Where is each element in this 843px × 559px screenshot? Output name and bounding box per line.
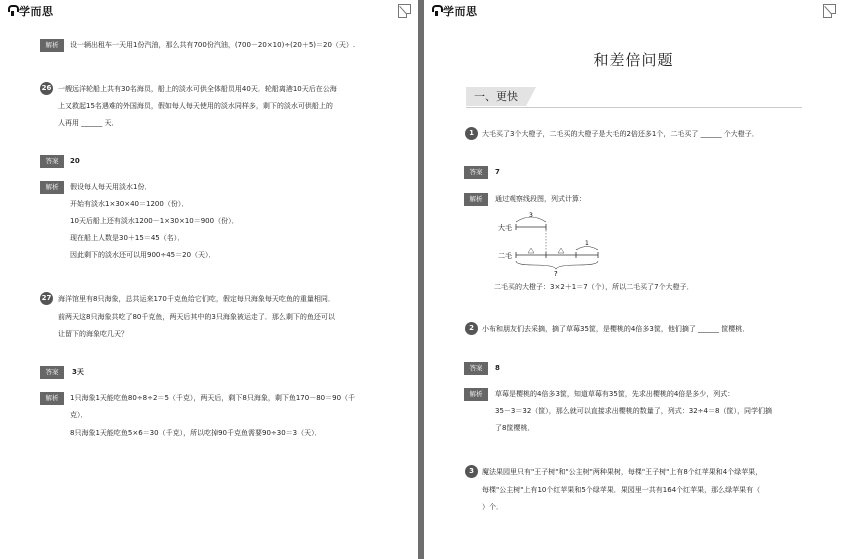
question-27-line: 让留下的海象吃几天？: [58, 330, 128, 338]
question-1-text: 大毛买了3个大橙子，二毛买的大橙子是大毛的2倍还多1个，二毛买了 ______ 个大橙子．: [482, 130, 759, 138]
right-page: [424, 0, 843, 559]
answer-tag: 答案: [464, 166, 488, 179]
line-segment-diagram: [494, 208, 614, 278]
analysis-tag: 解析: [464, 193, 488, 206]
logo-mark-icon: [432, 5, 441, 16]
question-3-line: ）个．: [482, 503, 503, 511]
answer-value: 20: [70, 157, 80, 165]
question-26-line: 人再用 ______ 天．: [58, 119, 119, 127]
answer-value: 8: [495, 364, 500, 372]
page-corner-icon: [398, 4, 411, 18]
analysis-line: 因此剩下的淡水还可以用900÷45＝20（天）．: [70, 251, 216, 259]
section-label: 一、更快: [466, 87, 526, 106]
analysis-line: 8只海象1天能吃鱼5×6＝30（千克），所以吃掉90千克鱼需要90÷30＝3（天）．: [70, 429, 322, 437]
analysis-text: 设一辆出租车一天用1份汽油，那么共有700份汽油，(700－20×10)÷(20＋5)＝20（天）.: [70, 41, 356, 49]
analysis-text: 通过观察线段图，列式计算：: [495, 195, 586, 203]
analysis-line: 10天后船上还有淡水1200－1×30×10＝900（份）．: [70, 217, 239, 225]
answer-tag: 答案: [464, 362, 488, 375]
question-3-line: 魔法果园里只有"王子树"和"公主树"两种果树，每棵"王子树"上有8个红苹果和4个绿苹果，: [482, 468, 763, 476]
answer-value: 7: [495, 168, 500, 176]
page-corner-icon: [823, 4, 836, 18]
analysis-line: 假设每人每天用淡水1份．: [70, 183, 152, 191]
question-number-2: 2: [465, 322, 478, 335]
question-27-line: 前两天这8只海象共吃了80千克鱼，两天后其中的3只海象被运走了．那么剩下的鱼还可以: [58, 313, 335, 321]
question-number-3: 3: [465, 465, 478, 478]
analysis-line: 开始有淡水1×30×40＝1200（份）．: [70, 200, 189, 208]
diagram-label-damao: 大毛: [498, 224, 512, 232]
question-number-1: 1: [465, 127, 478, 140]
diagram-question-mark: ?: [554, 270, 558, 278]
answer-tag: 答案: [40, 366, 64, 379]
question-number-27: 27: [40, 292, 53, 305]
answer-value: 3天: [72, 368, 84, 376]
brand-logo: [432, 3, 478, 19]
question-26-line: 上又救起15名遇难的外国海员，假如每人每天使用的淡水同样多，剩下的淡水可供船上的: [58, 102, 333, 110]
question-2-text: 小布和朋友们去采摘，摘了草莓35筐，是樱桃的4倍多3筐，他们摘了 ______ 筐樱桃．: [482, 325, 750, 333]
analysis-tag: 解析: [464, 388, 488, 401]
diagram-small-label: 1: [585, 240, 589, 247]
answer-tag: 答案: [40, 155, 64, 168]
logo-text: 学而思: [19, 5, 54, 18]
analysis-tag: 解析: [40, 181, 64, 194]
analysis-line: 了8筐樱桃．: [495, 424, 535, 432]
analysis-line: 克）．: [70, 411, 88, 419]
section-header: [466, 87, 802, 108]
left-page: [0, 0, 418, 559]
analysis-tag: 解析: [40, 392, 64, 405]
analysis-tag: 解析: [40, 39, 64, 52]
logo-text: 学而思: [443, 5, 478, 18]
diagram-top-label: 3: [529, 212, 533, 219]
question-26-line: 一艘远洋轮船上共有30名海员，船上的淡水可供全体船员用40天．轮船离港10天后在公海: [58, 85, 337, 93]
analysis-line: 35－3＝32（筐），那么就可以直接求出樱桃的数量了，列式：32÷4＝8（筐），同学们摘: [495, 407, 772, 415]
logo-mark-icon: [8, 5, 17, 16]
diagram-label-ermao: 二毛: [498, 252, 512, 260]
analysis-line: 现在船上人数是30＋15＝45（名）．: [70, 234, 185, 242]
analysis-conclusion: 二毛买的大橙子：3×2＋1＝7（个），所以二毛买了7个大橙子．: [494, 283, 694, 291]
page-title: 和差倍问题: [593, 51, 674, 69]
brand-logo: [8, 3, 54, 19]
question-3-line: 每棵"公主树"上有10个红苹果和5个绿苹果．果园里一共有164个红苹果，那么绿苹果有（: [482, 486, 761, 494]
question-number-26: 26: [40, 82, 53, 95]
analysis-line: 1只海象1天能吃鱼80÷8÷2＝5（千克），两天后，剩下8只海象，剩下鱼170－80＝90（千: [70, 394, 356, 402]
question-27-line: 海洋馆里有8只海象，总共运来170千克鱼给它们吃，假定每只海象每天吃鱼的重量相同．: [58, 295, 335, 303]
analysis-line: 草莓是樱桃的4倍多3筐，知道草莓有35筐，先求出樱桃的4倍是多少，列式：: [495, 390, 735, 398]
